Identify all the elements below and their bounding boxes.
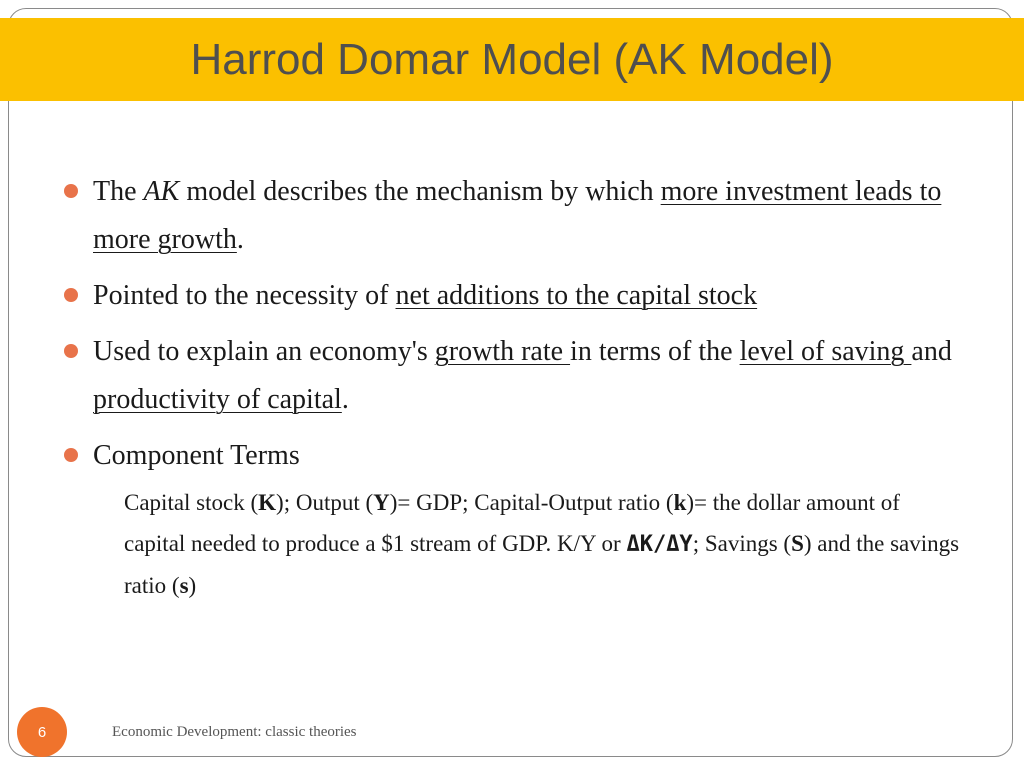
bullet-item-2 [62,272,962,320]
term-symbol: Y [373,490,390,515]
term-text: ) and the savings ratio ( [124,531,960,598]
bullet-item-4 [62,432,962,480]
underlined-phrase: level of saving [739,336,912,367]
bullet-text: Component Terms [93,440,300,471]
underlined-phrase: productivity of capital [93,384,342,415]
bullet-text: . [236,224,244,255]
bullet-item-1 [62,168,962,264]
bullet-text: Pointed to the necessity of [93,280,396,311]
bullet-item-3 [62,328,962,424]
slide-content [62,168,962,606]
term-text: Capital stock ( [124,490,259,515]
term-symbol: k [673,490,687,515]
footer-text: Economic Development: classic theories [112,724,357,740]
bullet-text: in terms of the [570,336,740,367]
page-number-badge: 6 [17,707,67,757]
underlined-phrase: growth rate [434,336,571,367]
term-text: )= GDP; Capital-Output ratio ( [389,490,674,515]
term-text: K/Y or [557,531,627,556]
term-text: ) [188,573,197,598]
bullet-text-italic: AK [143,176,180,207]
component-terms-paragraph [124,482,962,606]
bullet-dot-icon [64,448,78,462]
term-symbol: ΔK/ΔY [626,532,693,557]
bullet-text: Used to explain an economy's [93,336,435,367]
underlined-phrase: more investment leads to more growth [93,176,942,255]
term-symbol: S [791,531,804,556]
underlined-phrase: net additions to the capital stock [395,280,758,311]
term-symbol: K [258,490,277,515]
page-title: Harrod Domar Model (AK Model) [190,34,834,84]
title-bar [0,18,1024,101]
bullet-dot-icon [64,344,78,358]
bullet-text: and [911,336,952,367]
term-text: ; Savings ( [692,531,792,556]
term-text: )= the dollar amount of capital needed to produce a $1 stream of GDP. [124,490,900,556]
bullet-text: . [341,384,349,415]
bullet-text: model describes the mechanism by which [179,176,661,207]
term-symbol: s [179,573,189,598]
bullet-dot-icon [64,184,78,198]
bullet-text: The [93,176,144,207]
term-text: ); Output ( [276,490,374,515]
bullet-dot-icon [64,288,78,302]
